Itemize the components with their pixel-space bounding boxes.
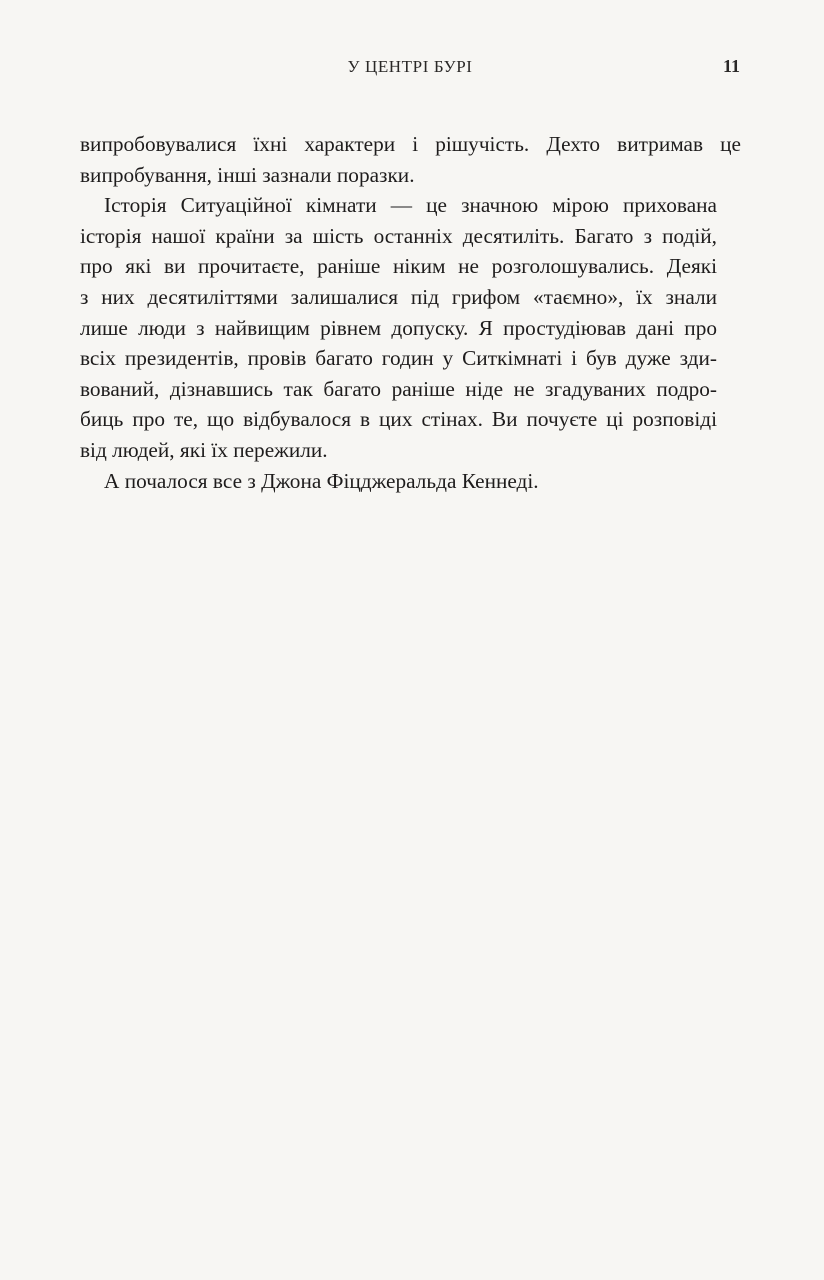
- text-line: всіх президентів, провів багато годин у Ситкімнаті і був дуже зди-: [80, 346, 717, 371]
- text-line: випробовувалися їхні характери і рішучість. Дехто витримав це: [80, 132, 741, 156]
- page-number: 11: [722, 56, 740, 76]
- text-line: з них десятиліттями залишалися під грифом «таємно», їх знали: [80, 284, 717, 309]
- text-line: історія нашої країни за шість останніх десятиліть. Багато з подій,: [80, 223, 717, 248]
- text-line: випробування, інші зазнали поразки.: [80, 162, 415, 187]
- paragraph-kennedy: [80, 466, 741, 497]
- body-text: [80, 129, 741, 496]
- paragraph-continuation: [80, 129, 741, 190]
- text-line: про які ви прочитаєте, раніше ніким не розголошувались. Деякі: [80, 254, 717, 279]
- text-line: лише люди з найвищим рівнем допуску. Я простудіював дані про: [80, 315, 717, 340]
- text-line: від людей, які їх пережили.: [80, 437, 328, 462]
- running-head: У ЦЕНТРІ БУРІ: [347, 57, 473, 76]
- text-line: биць про те, що відбувалося в цих стінах. Ви почуєте ці розповіді: [80, 407, 717, 432]
- text-line: Історія Ситуаційної кімнати — це значною мірою прихована: [104, 193, 717, 218]
- paragraph-situation-room: [80, 190, 741, 465]
- text-line: А почалося все з Джона Фіцджеральда Кеннеді.: [104, 468, 539, 493]
- text-line: вований, дізнавшись так багато раніше ніде не згадуваних подро-: [80, 376, 717, 401]
